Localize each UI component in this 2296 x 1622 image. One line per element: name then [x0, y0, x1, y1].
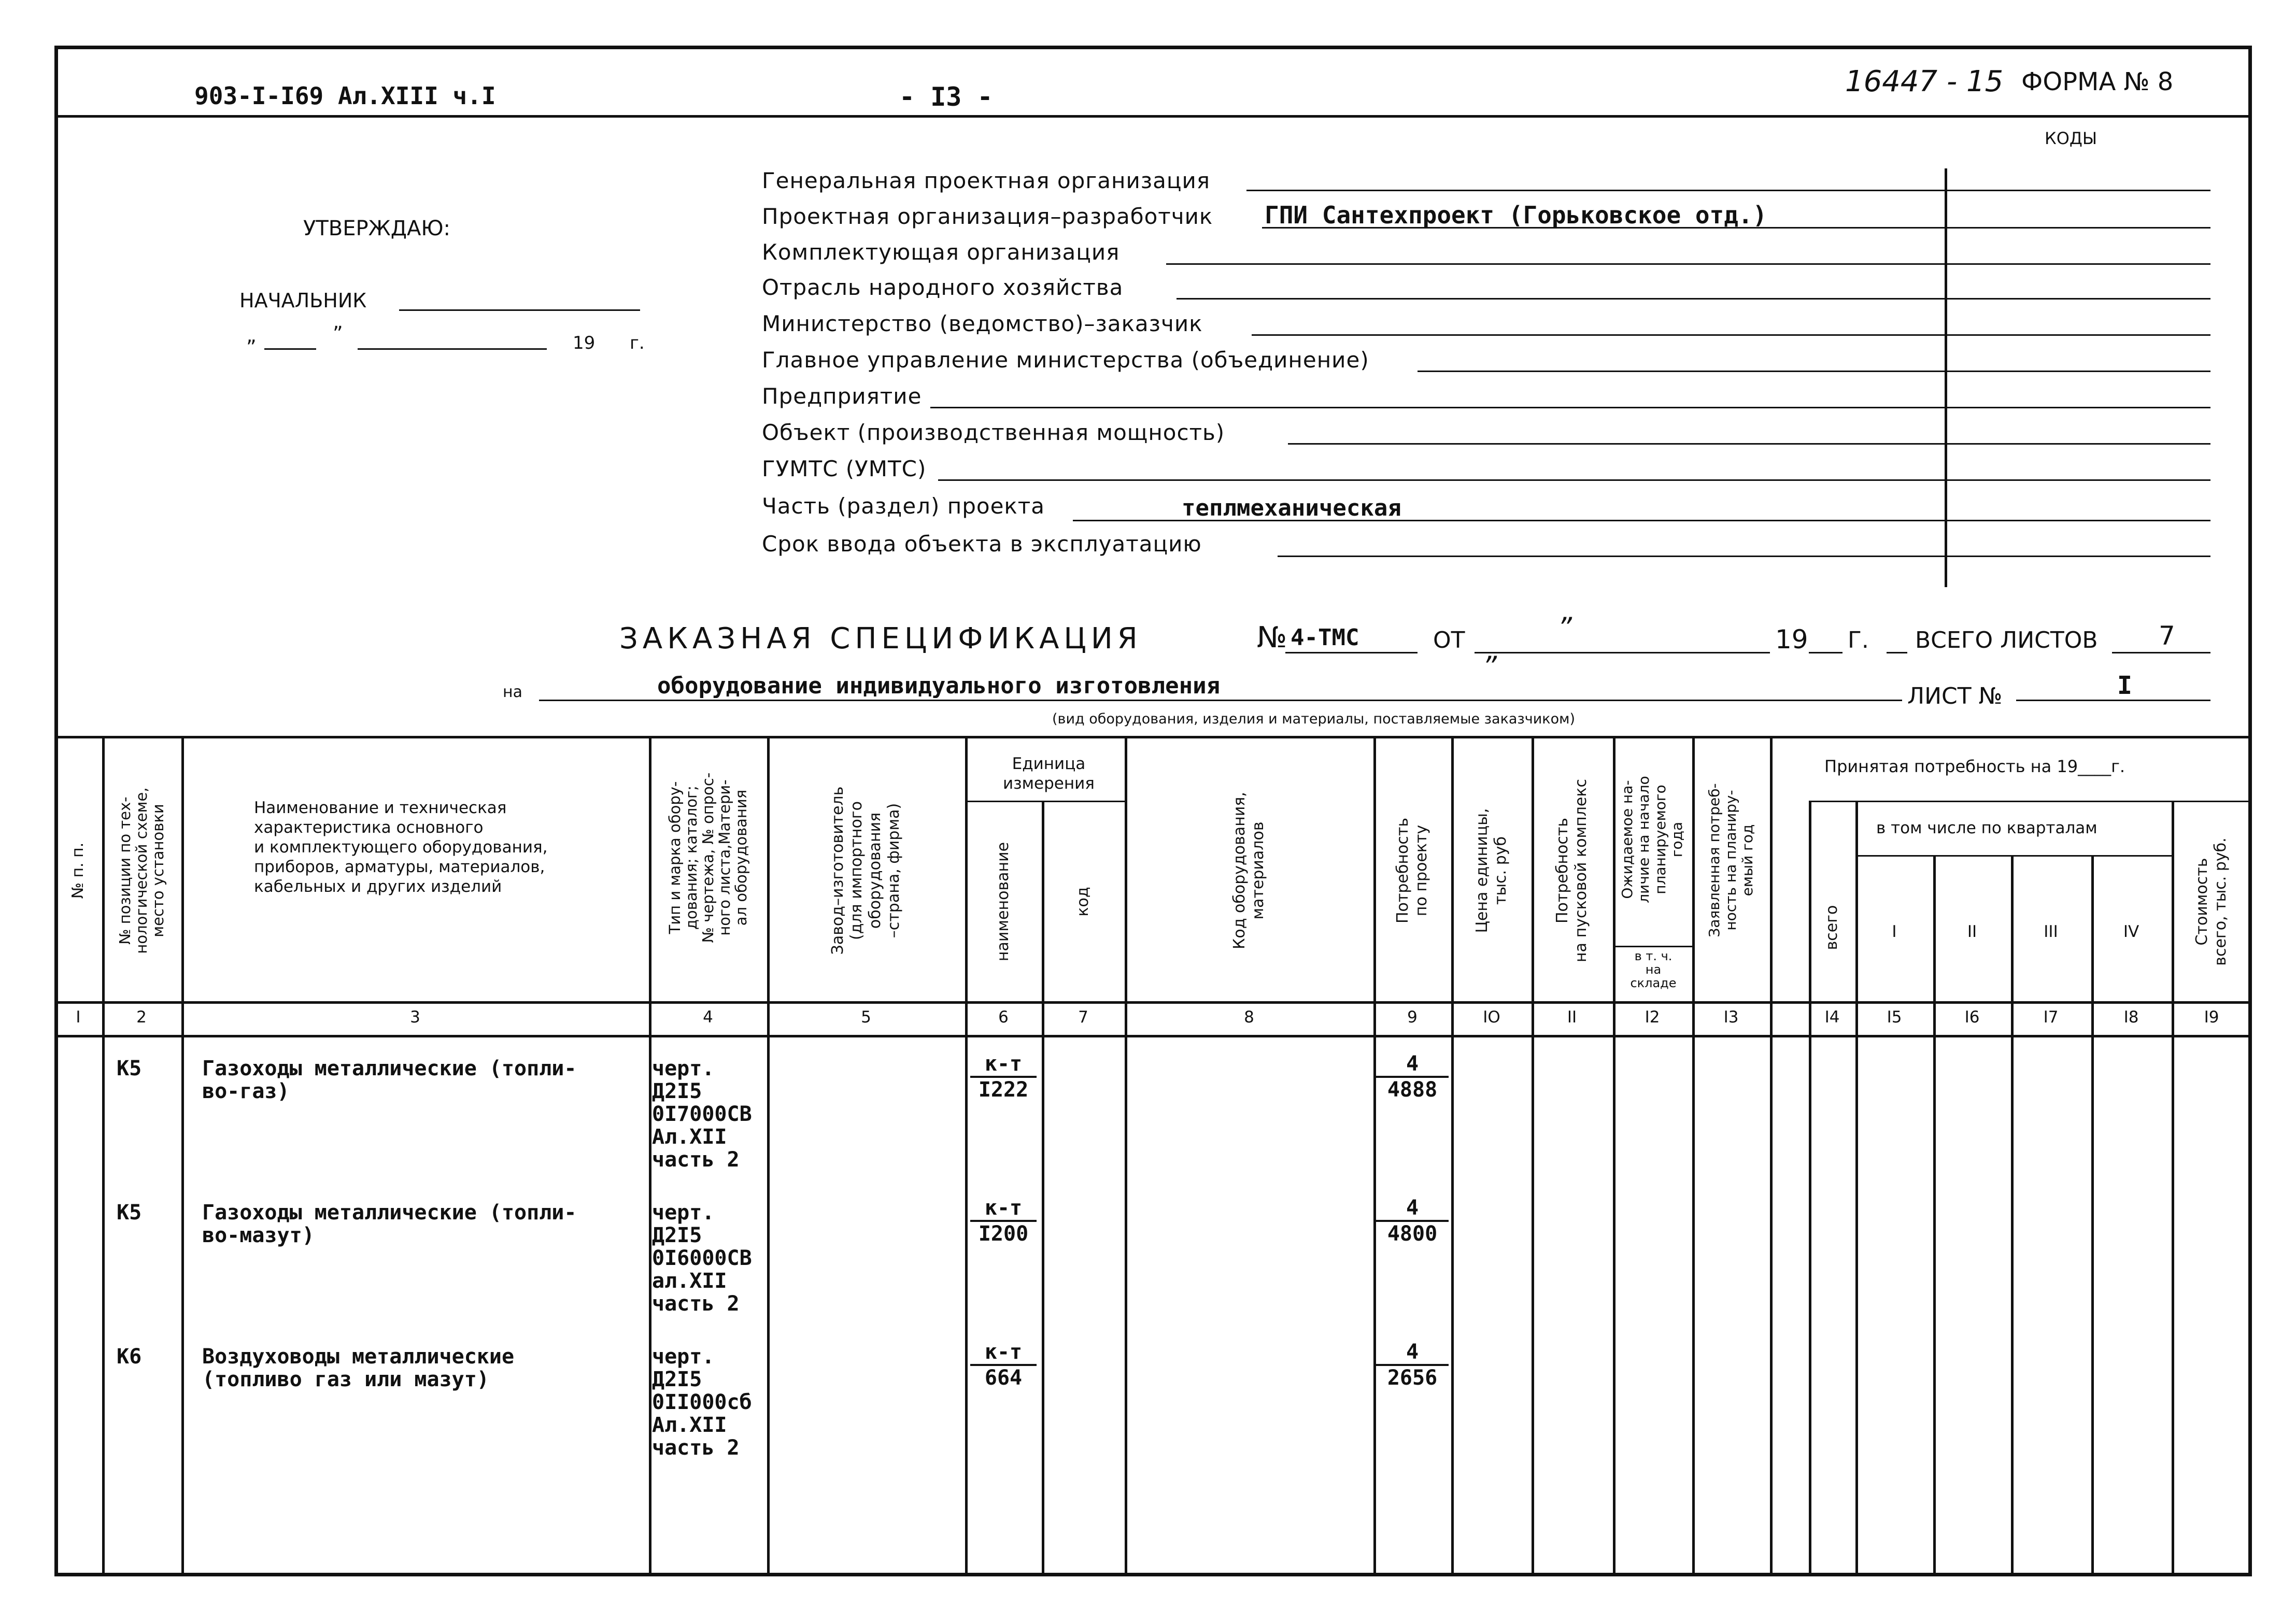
row-position: К5: [117, 1201, 142, 1225]
field-line: [1288, 443, 2210, 445]
col-9-header: Потребность по проекту: [1394, 817, 1430, 924]
col-number: I7: [2043, 1008, 2059, 1027]
col-17-header: III: [2044, 922, 2058, 941]
col-number: 8: [1244, 1008, 1254, 1027]
row-unit: к-т: [970, 1196, 1037, 1222]
col-divider: [1125, 736, 1127, 1576]
quarters-header: в том числе по кварталам: [1876, 819, 2097, 837]
chief-label: НАЧАЛЬНИК: [239, 289, 367, 312]
sheet-number-line: [2016, 700, 2210, 701]
header-divider: [54, 115, 2252, 118]
field-line: [1252, 334, 2210, 336]
col-number: 3: [410, 1008, 420, 1027]
col-divider: [767, 736, 770, 1576]
row-qty-fraction: [1376, 1340, 1449, 1390]
col-5-header: Завод–изготовитель (для импортного оборудования –страна, фирма): [829, 786, 903, 955]
accepted-group-line: [1809, 801, 2252, 802]
col-number: 2: [136, 1008, 147, 1027]
codes-label: КОДЫ: [2045, 129, 2097, 148]
day-line: [264, 348, 316, 350]
row-ref: ал.XII: [652, 1269, 727, 1293]
spec-year-label: 19: [1775, 624, 1808, 655]
col-4-header: Тип и марка обору- дования; каталог; № чертежа, № опрос- ного листа,Матери- ал оборудования: [666, 772, 750, 943]
quarters-group-line: [1855, 855, 2172, 857]
col-divider: [649, 736, 651, 1576]
col-number: I8: [2123, 1008, 2139, 1027]
row-ref: часть 2: [652, 1436, 740, 1460]
field-enterprise: Предприятие: [762, 383, 922, 409]
total-sheets-line: [2112, 652, 2210, 653]
spec-number-line: [1285, 652, 1418, 653]
codes-column-divider: [1945, 168, 1947, 587]
chief-signature-line: [399, 309, 640, 311]
row-unit-fraction: [970, 1052, 1037, 1102]
spec-title: ЗАКАЗНАЯ СПЕЦИФИКАЦИЯ: [619, 622, 1142, 656]
col-number: 6: [998, 1008, 1009, 1027]
row-name: Воздуховоды металлические: [202, 1345, 515, 1369]
field-design-org: Проектная организация–разработчик: [762, 204, 1213, 229]
field-line: [1278, 556, 2210, 557]
row-position: К5: [117, 1057, 142, 1080]
row-unit-value: 664: [984, 1366, 1023, 1390]
col-19-header: Стоимость всего, тыс. руб.: [2193, 837, 2230, 966]
row-ref: 0I6000СВ: [652, 1246, 752, 1270]
col-11-header: Потребность на пусковой комплекс: [1553, 779, 1590, 962]
doc-code: 903-I-I69 Ал.XIII ч.I: [194, 82, 496, 110]
row-ref: часть 2: [652, 1148, 740, 1172]
field-object: Объект (производственная мощность): [762, 420, 1225, 445]
col-divider: [1933, 855, 1936, 1576]
spec-number: 4-ТМС: [1291, 624, 1359, 651]
page-number: - I3 -: [899, 82, 993, 112]
col-number: 9: [1407, 1008, 1418, 1027]
table-top-line: [54, 736, 2252, 738]
year-suffix: г.: [630, 333, 645, 353]
col-divider: [1809, 801, 1811, 1576]
form-label: ФОРМА № 8: [2021, 67, 2174, 96]
row-ref: 0II000сб: [652, 1390, 752, 1414]
field-line: [1166, 263, 2210, 265]
field-ministry: Министерство (ведомство)–заказчик: [762, 311, 1203, 336]
col-number: I: [76, 1008, 81, 1027]
field-line: [930, 407, 2210, 408]
col-divider: [1855, 801, 1858, 1576]
spec-equipment: оборудование индивидуального изготовления: [657, 673, 1221, 699]
row-position: К6: [117, 1345, 142, 1369]
total-sheets-label: ВСЕГО ЛИСТОВ: [1915, 627, 2098, 653]
col-2-header: № позиции по тех- нологической схеме, место установки: [116, 787, 167, 954]
col-10-header: Цена единицы, тыс. руб: [1473, 808, 1510, 933]
unit-group-line: [965, 801, 1125, 802]
unit-group-header: Единица измерения: [1003, 755, 1095, 793]
row-ref: Д2I5: [652, 1079, 702, 1103]
col-number: 5: [861, 1008, 871, 1027]
row-name: Газоходы металлические (топли-: [202, 1201, 577, 1225]
sheet-number: I: [2117, 671, 2132, 700]
col-divider: [1770, 736, 1773, 1576]
field-main-department: Главное управление министерства (объединение): [762, 347, 1369, 373]
month-line: [358, 348, 547, 350]
row-unit: к-т: [970, 1052, 1037, 1078]
row-ref: черт.: [652, 1201, 715, 1225]
row-name: Газоходы металлические (топли-: [202, 1057, 577, 1080]
spec-equipment-line: [539, 700, 1902, 701]
row-ref: черт.: [652, 1057, 715, 1080]
row-qty-value: 4888: [1387, 1078, 1438, 1102]
date-quote-close: ”: [333, 322, 343, 345]
col-3-header: Наименование и техническая характеристика основного и комплектующего оборудования, приборов, арматуры, материалов, кабельных и других изделий: [254, 799, 548, 896]
row-name: во-мазут): [202, 1223, 315, 1247]
spec-quote-close: ”: [1482, 650, 1497, 683]
row-qty-value: 4800: [1387, 1222, 1438, 1246]
spec-g-line: [1887, 652, 1907, 653]
header-bottom-line: [54, 1001, 2252, 1004]
spec-for-label: на: [503, 683, 522, 701]
col-16-header: II: [1967, 922, 1977, 941]
row-unit-value: I222: [978, 1078, 1029, 1102]
col-number: I9: [2204, 1008, 2219, 1027]
row-unit: к-т: [970, 1340, 1037, 1366]
col-12-header: Ожидаемое на- личие на начало планируемого года: [1619, 776, 1685, 903]
col-18-header: IV: [2123, 922, 2139, 941]
row-ref: 0I7000СВ: [652, 1102, 752, 1126]
row-ref: часть 2: [652, 1292, 740, 1316]
field-line: [1418, 371, 2210, 372]
col-number: I6: [1964, 1008, 1980, 1027]
col-number: I2: [1645, 1008, 1660, 1027]
col-divider: [1451, 736, 1454, 1576]
spec-year-line: [1809, 652, 1843, 653]
numbers-bottom-line: [54, 1035, 2252, 1037]
row-name: (топливо газ или мазут): [202, 1368, 489, 1391]
field-completing-org: Комплектующая организация: [762, 239, 1120, 265]
spec-from-label: ОТ: [1433, 627, 1465, 653]
field-line: [1262, 227, 2210, 229]
row-qty-fraction: [1376, 1196, 1449, 1246]
col-7-header: код: [1074, 887, 1092, 917]
field-line: [1246, 190, 2210, 191]
spec-number-label: №: [1257, 621, 1287, 655]
row-qty-value: 2656: [1387, 1366, 1438, 1390]
spec-date-line: [1475, 652, 1770, 653]
col-divider: [2091, 855, 2094, 1576]
total-sheets-value: 7: [2159, 621, 2175, 651]
row-qty: 4: [1376, 1052, 1449, 1078]
field-gumts: ГУМТС (УМТС): [762, 456, 927, 481]
col-divider: [1042, 801, 1044, 1576]
col-number: I5: [1887, 1008, 1902, 1027]
col-15-header: I: [1892, 922, 1897, 941]
spec-g-label: Г.: [1848, 627, 1869, 653]
col-number: I3: [1723, 1008, 1739, 1027]
col-8-header: Код оборудования, материалов: [1230, 792, 1267, 949]
row-name: во-газ): [202, 1079, 290, 1103]
row-ref: черт.: [652, 1345, 715, 1369]
field-project-part: Часть (раздел) проекта: [762, 493, 1045, 519]
col-number: 7: [1078, 1008, 1088, 1027]
c12-sub-line: [1613, 946, 1692, 947]
date-quote-open: „: [246, 324, 257, 347]
row-qty-fraction: [1376, 1052, 1449, 1102]
col-14-header: всего: [1823, 905, 1841, 950]
equipment-caption: (вид оборудования, изделия и материалы, поставляемые заказчиком): [1052, 711, 1576, 727]
row-unit-value: I200: [978, 1222, 1029, 1246]
row-unit-fraction: [970, 1340, 1037, 1390]
field-project-part-value: теплмеханическая: [1182, 495, 1401, 521]
col-divider: [102, 736, 105, 1576]
row-ref: Д2I5: [652, 1223, 702, 1247]
col-number: IO: [1483, 1008, 1500, 1027]
row-ref: Ал.XII: [652, 1125, 727, 1149]
col-number: 4: [703, 1008, 713, 1027]
row-unit-fraction: [970, 1196, 1037, 1246]
row-qty: 4: [1376, 1196, 1449, 1222]
field-general-org: Генеральная проектная организация: [762, 168, 1211, 193]
year-prefix: 19: [573, 333, 596, 353]
field-design-org-value: ГПИ Сантехпроект (Горьковское отд.): [1265, 201, 1767, 229]
col-divider: [965, 736, 968, 1576]
row-qty: 4: [1376, 1340, 1449, 1366]
accepted-header: Принятая потребность на 19____г.: [1824, 757, 2125, 776]
field-commissioning: Срок ввода объекта в эксплуатацию: [762, 531, 1202, 557]
col-divider: [1373, 736, 1376, 1576]
row-ref: Ал.XII: [652, 1413, 727, 1437]
col-divider: [1692, 736, 1695, 1576]
field-line: [1073, 520, 2210, 521]
col-number: I4: [1824, 1008, 1840, 1027]
col-12-sub-header: в т. ч. на складе: [1630, 949, 1677, 990]
col-divider: [1532, 736, 1534, 1576]
row-ref: Д2I5: [652, 1368, 702, 1391]
col-13-header: Заявленная потреб- ность на планиру- емый год: [1706, 783, 1756, 937]
field-line: [938, 479, 2210, 481]
spec-quote-open: ”: [1557, 611, 1572, 644]
archive-number: 16447 - 15: [1845, 65, 2004, 98]
col-divider: [2172, 801, 2174, 1576]
col-divider: [1613, 736, 1615, 1576]
col-number: II: [1567, 1008, 1577, 1027]
field-industry: Отрасль народного хозяйства: [762, 275, 1124, 300]
sheet-label: ЛИСТ №: [1907, 683, 2003, 709]
col-divider: [181, 736, 184, 1576]
approve-label: УТВЕРЖДАЮ:: [303, 217, 451, 240]
col-1-header: № п. п.: [69, 842, 87, 899]
col-divider: [2011, 855, 2014, 1576]
field-line: [1177, 298, 2210, 300]
col-6-header: наименование: [994, 842, 1012, 962]
